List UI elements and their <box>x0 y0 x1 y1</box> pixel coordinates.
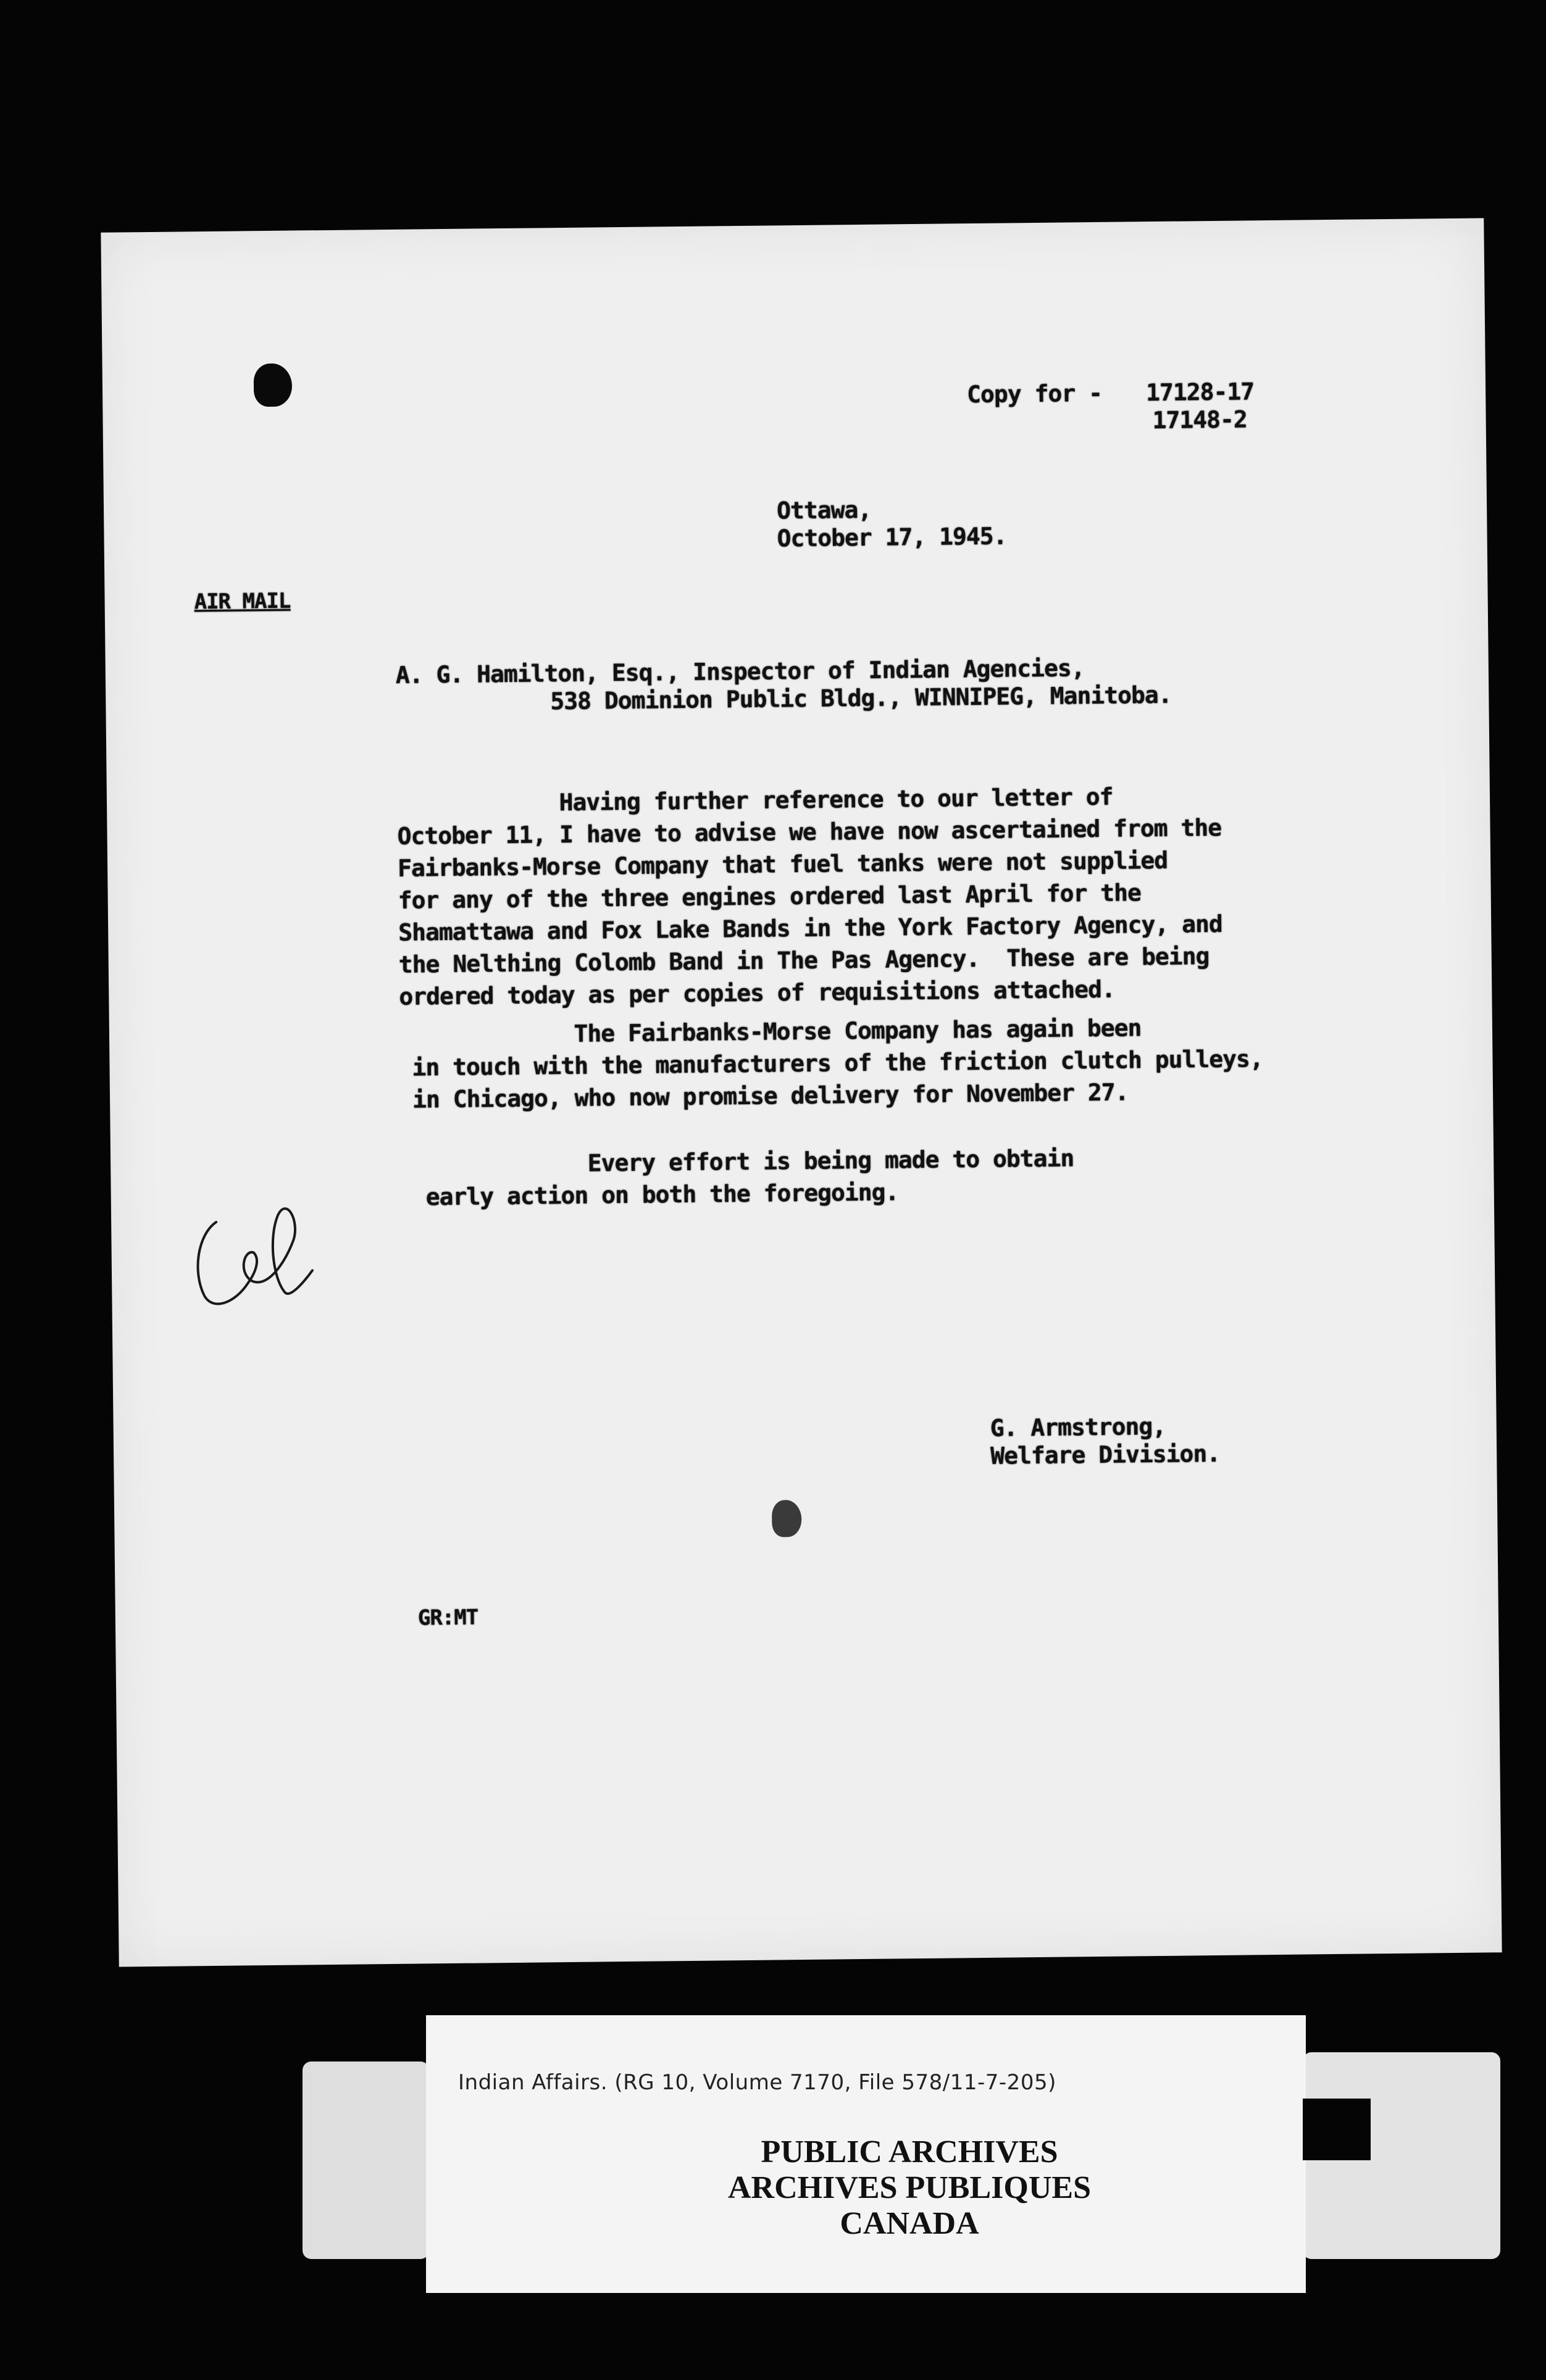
body-paragraph: Having further reference to our letter of October 11, I have to advise we have now ascertained from the Fairbanks-Morse Company that fuel tanks were not supplied for any of the three engines ordered last April for the Shamattawa and Fox Lake Bands in the York Factory Agency, and the Nelthing Colomb Band in The Pas Agency. These are being ordered today as per copies of requisitions attached. <box>396 783 1222 1010</box>
archive-country: CANADA <box>840 2206 979 2241</box>
body-paragraph: Every effort is being made to obtain early action on both the foregoing. <box>425 1144 1074 1211</box>
air-mail-notation: AIR MAIL <box>194 588 291 615</box>
copy-file-number: 17128-17 <box>1145 378 1255 407</box>
copy-file-number: 17148-2 <box>1152 406 1248 434</box>
addressee-line: A. G. Hamilton, Esq., Inspector of Indian Agencies, <box>395 654 1085 689</box>
archive-name-english: PUBLIC ARCHIVES <box>761 2134 1058 2170</box>
signature-title: Welfare Division. <box>990 1439 1221 1470</box>
document-sheet <box>101 218 1502 1966</box>
letter-date: October 17, 1945. <box>777 522 1007 552</box>
copy-for-label: Copy for - <box>966 379 1103 409</box>
letter-place: Ottawa, <box>776 496 872 525</box>
handwritten-initials <box>178 1178 322 1321</box>
typist-initials: GR:MT <box>417 1605 478 1631</box>
addressee-line: 538 Dominion Public Bldg., WINNIPEG, Manitoba. <box>550 681 1172 715</box>
archive-citation: Indian Affairs. (RG 10, Volume 7170, File 578/11-7-205) <box>458 2070 1056 2095</box>
body-paragraph: The Fairbanks-Morse Company has again been in touch with the manufacturers of the friction clutch pulleys, in Chicago, who now promise delivery for November 27. <box>411 1014 1264 1113</box>
signature-name: G. Armstrong, <box>990 1412 1166 1442</box>
label-notch <box>1303 2099 1371 2160</box>
archive-name-french: ARCHIVES PUBLIQUES <box>727 2170 1092 2205</box>
ink-blot <box>254 364 293 407</box>
ink-blot <box>772 1500 802 1537</box>
label-tab-left <box>303 2062 429 2259</box>
